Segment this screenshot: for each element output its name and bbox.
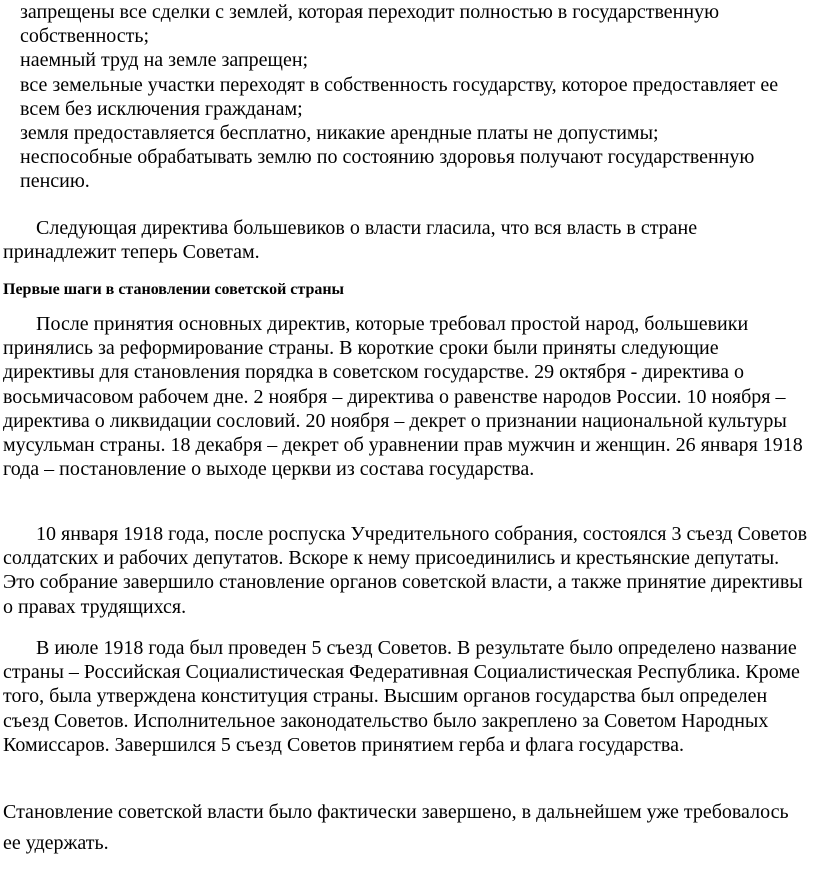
list-item: все земельные участки переходят в собственность государству, которое предоставляет ее всем без исключения гражданам;: [20, 73, 779, 120]
paragraph-july-congress: В июле 1918 года был проведен 5 съезд Советов. В результате было определено название страны – Российская Социалистическая Федеративная Социалистическая Республика. Кроме того, была утверждена конституция страны. Высшим органов государства был определен съезд Советов. Исполнительное законодательство было закреплено за Советом Народных Комиссаров. Завершился 5 съезд Советов принятием герба и флага государства.: [3, 637, 800, 756]
paragraph-january-congress: 10 января 1918 года, после роспуска Учредительного собрания, состоялся 3 съезд Советов солдатских и рабочих депутатов. Вскоре к нему присоединились и крестьянские депутаты. Это собрание завершило становление органов советской власти, а также принятие директивы о правах трудящихся.: [3, 523, 808, 618]
paragraph-power-decree: Следующая директива большевиков о власти гласила, что вся власть в стране принадлежит теперь Советам.: [3, 217, 698, 264]
paragraph-conclusion: Становление советской власти было фактически завершено, в дальнейшем уже требовалось ее удержать.: [3, 801, 789, 854]
section-heading: Первые шаги в становлении советской страны: [3, 281, 345, 298]
list-item: неспособные обрабатывать землю по состоянию здоровья получают государственную пенсию.: [20, 146, 755, 193]
paragraph-first-steps: После принятия основных директив, которые требовал простой народ, большевики принялись за реформирование страны. В короткие сроки были приняты следующие директивы для становления порядка в советском государстве. 29 октября - директива о восьмичасовом рабочем дне. 2 ноября – директива о равенстве народов России. 10 ноября – директива о ликвидации сословий. 20 ноября – декрет о признании национальной культуры мусульман страны. 18 декабря – декрет об уравнении прав мужчин и женщин. 26 января 1918 года – постановление о выходе церкви из состава государства.: [3, 313, 803, 481]
land-decree-list: [20, 0, 810, 194]
list-item: наемный труд на земле запрещен;: [20, 49, 309, 72]
list-item: земля предоставляется бесплатно, никакие арендные платы не допустимы;: [20, 122, 659, 145]
list-item: запрещены все сделки с землей, которая переходит полностью в государственную собственность;: [20, 1, 720, 48]
